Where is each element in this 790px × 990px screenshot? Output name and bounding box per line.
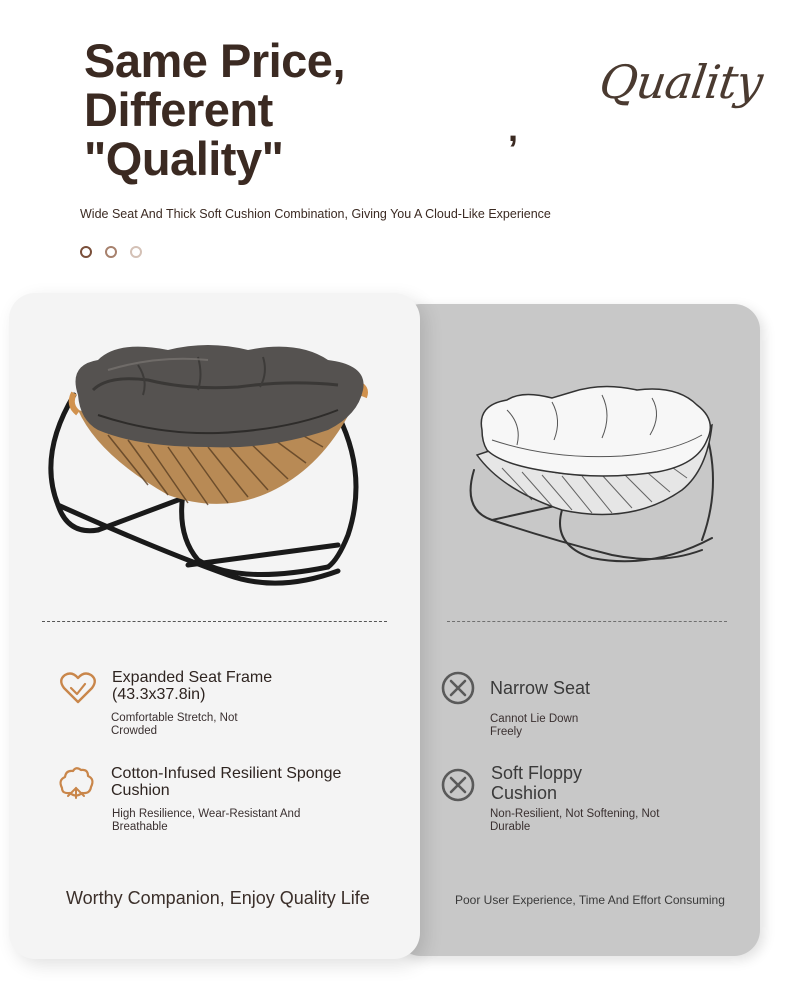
carousel-dot [130, 246, 142, 258]
premium-rocking-chair-image [38, 335, 378, 595]
carousel-dot [105, 246, 117, 258]
left-card-slogan: Worthy Companion, Enjoy Quality Life [66, 888, 370, 908]
right-card-divider [447, 621, 727, 622]
left-feature-1-title: Expanded Seat Frame (43.3x37.8in) [112, 669, 273, 703]
decorative-comma: , [508, 108, 519, 149]
carousel-dots [80, 246, 142, 258]
right-feature-2-title: Soft Floppy Cushion [491, 763, 583, 803]
x-circle-icon [438, 668, 478, 708]
left-feature-2-title: Cotton-Infused Resilient Sponge Cushion [111, 765, 342, 799]
left-feature-2-description: High Resilience, Wear-Resistant And Breathable [112, 808, 301, 833]
headline-line-3: "Quality" [84, 132, 284, 185]
script-quality-word: Quality [596, 55, 766, 109]
right-card-slogan: Poor User Experience, Time And Effort Consuming [455, 893, 725, 907]
x-circle-icon [438, 765, 478, 805]
subtitle: Wide Seat And Thick Soft Cushion Combination, Giving You A Cloud-Like Experience [80, 207, 551, 221]
left-card-divider [42, 621, 387, 622]
headline [84, 36, 345, 183]
competitor-chair-sketch-image [462, 380, 724, 575]
cotton-flower-icon [56, 764, 96, 804]
right-feature-1-title: Narrow Seat [490, 678, 591, 698]
left-feature-1-description: Comfortable Stretch, Not Crowded [111, 712, 238, 737]
headline-line-2: Different [84, 83, 273, 136]
carousel-dot [80, 246, 92, 258]
right-feature-2-description: Non-Resilient, Not Softening, Not Durable [490, 808, 660, 833]
headline-line-1: Same Price, [84, 34, 346, 87]
heart-frame-icon [58, 668, 98, 708]
right-feature-1-description: Cannot Lie Down Freely [490, 713, 579, 738]
